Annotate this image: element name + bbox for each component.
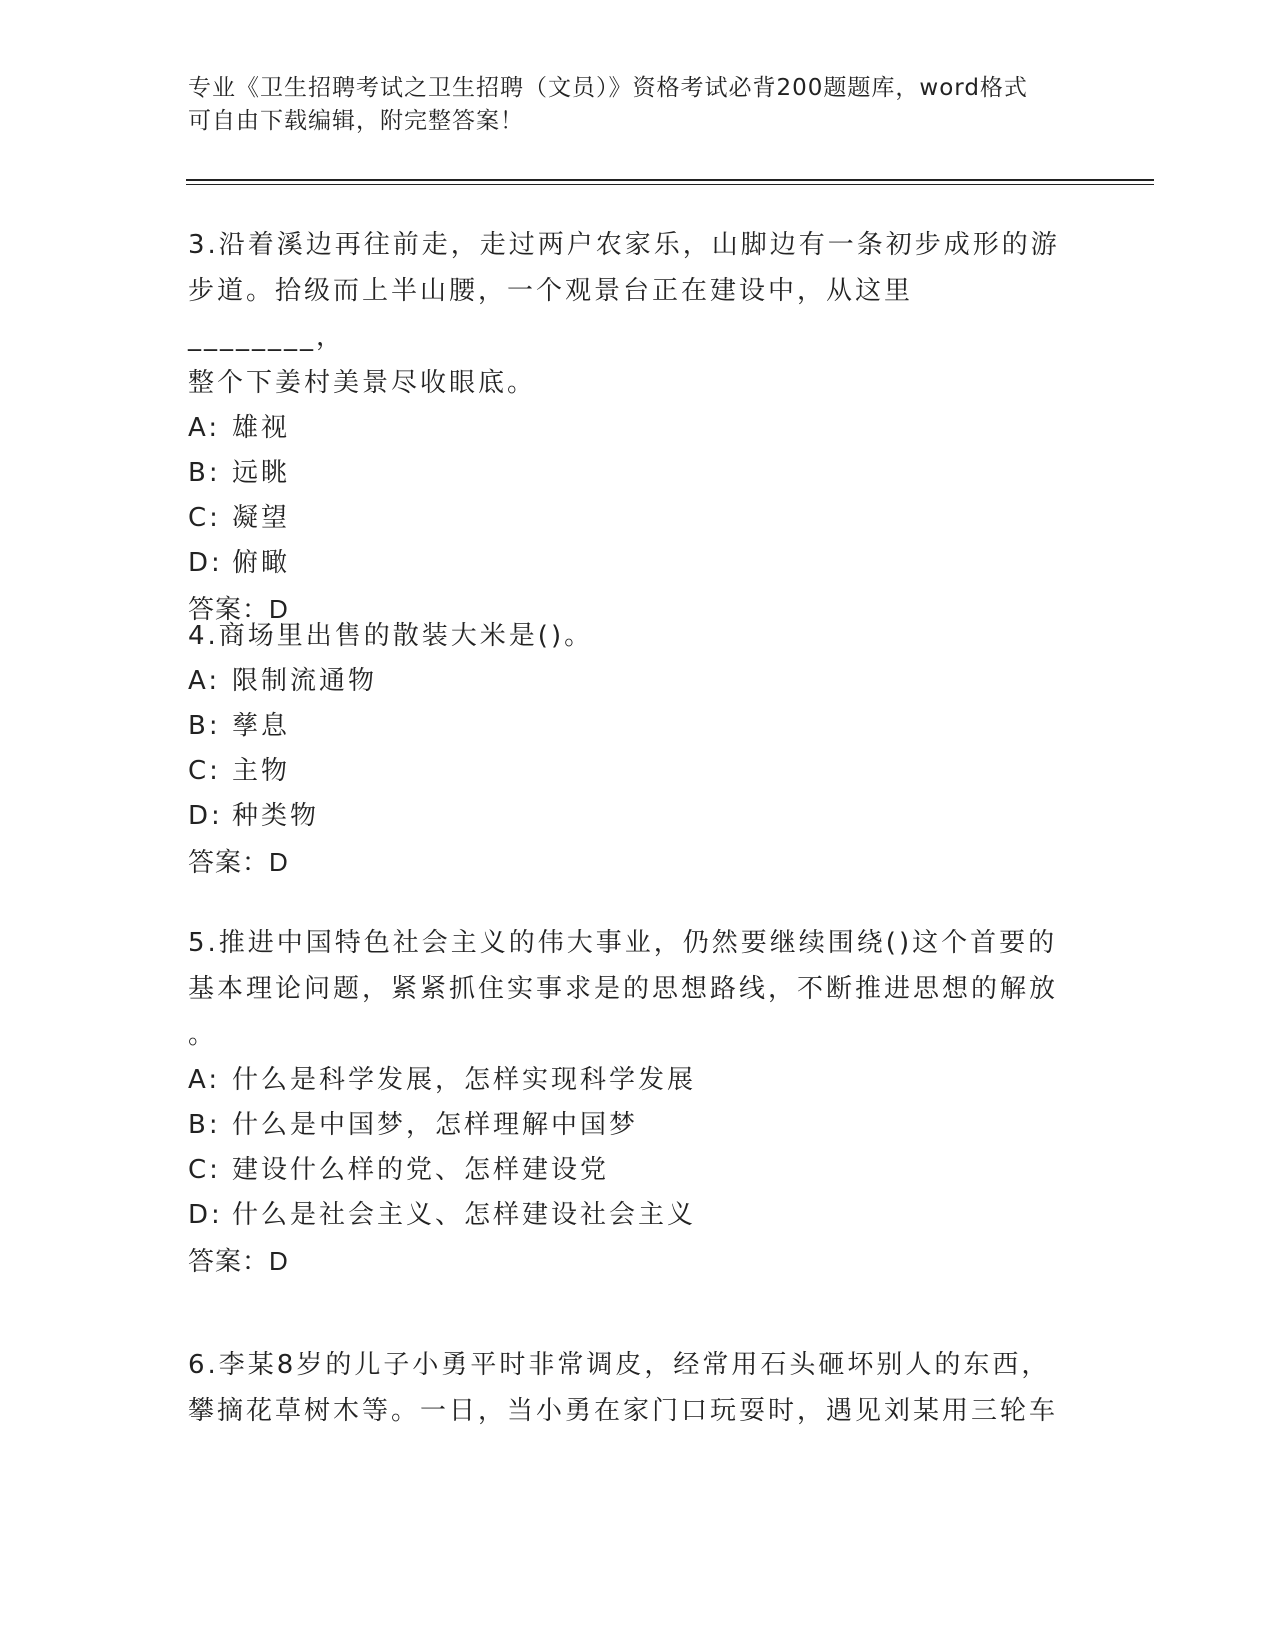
option-c <box>188 496 1068 541</box>
option-a <box>188 1058 1068 1103</box>
option-key: B: <box>188 458 221 488</box>
question-stem-line: 4.商场里出售的散装大米是()。 <box>188 621 594 651</box>
option-key: A: <box>188 1065 221 1095</box>
option-text: 孳息 <box>232 711 291 741</box>
option-a <box>188 406 1068 451</box>
option-text: 什么是科学发展，怎样实现科学发展 <box>232 1065 697 1095</box>
option-text: 建设什么样的党、怎样建设党 <box>232 1155 610 1185</box>
header-line-2: 可自由下载编辑，附完整答案！ <box>188 108 524 134</box>
question-stem-line: 基本理论问题，紧紧抓住实事求是的思想路线，不断推进思想的解放 <box>188 974 1059 1004</box>
option-text: 凝望 <box>232 503 291 533</box>
question-5 <box>188 920 1068 1284</box>
question-stem-line: 。 <box>188 1020 218 1050</box>
option-key: D: <box>188 548 223 578</box>
question-stem-line: 3.沿着溪边再往前走，走过两户农家乐，山脚边有一条初步成形的游 <box>188 230 1060 260</box>
option-text: 限制流通物 <box>232 666 378 696</box>
question-stem-line: 攀摘花草树木等。一日，当小勇在家门口玩耍时，遇见刘某用三轮车 <box>188 1396 1059 1426</box>
option-c <box>188 749 1068 794</box>
option-a <box>188 659 1068 704</box>
option-d <box>188 541 1068 586</box>
option-key: C: <box>188 1155 221 1185</box>
option-b <box>188 704 1068 749</box>
question-stem-line: 整个下姜村美景尽收眼底。 <box>188 368 537 398</box>
option-text: 什么是社会主义、怎样建设社会主义 <box>232 1200 697 1230</box>
option-d <box>188 1193 1068 1238</box>
question-stem-line: 6.李某8岁的儿子小勇平时非常调皮，经常用石头砸坏别人的东西， <box>188 1350 1051 1380</box>
header-divider <box>186 179 1154 181</box>
answer: 答案：D <box>188 1246 289 1276</box>
option-text: 远眺 <box>232 458 291 488</box>
option-text: 雄视 <box>232 413 291 443</box>
option-text: 什么是中国梦，怎样理解中国梦 <box>232 1110 639 1140</box>
question-3 <box>188 222 1068 632</box>
option-key: B: <box>188 711 221 741</box>
option-b <box>188 451 1068 496</box>
question-stem-line: 步道。拾级而上半山腰，一个观景台正在建设中，从这里________， <box>188 276 914 352</box>
option-d <box>188 794 1068 839</box>
question-6 <box>188 1342 1068 1434</box>
option-key: A: <box>188 666 221 696</box>
header-line-1: 专业《卫生招聘考试之卫生招聘（文员）》资格考试必背200题题库，word格式 <box>188 75 1028 101</box>
option-text: 主物 <box>232 756 291 786</box>
option-text: 俯瞰 <box>232 548 291 578</box>
question-4 <box>188 613 1068 885</box>
option-key: A: <box>188 413 221 443</box>
answer: 答案：D <box>188 594 289 624</box>
option-key: C: <box>188 756 221 786</box>
question-stem-line: 5.推进中国特色社会主义的伟大事业，仍然要继续围绕()这个首要的 <box>188 928 1058 958</box>
option-key: C: <box>188 503 221 533</box>
option-key: B: <box>188 1110 221 1140</box>
answer: 答案：D <box>188 847 289 877</box>
option-key: D: <box>188 801 223 831</box>
document-header <box>188 72 1068 138</box>
option-c <box>188 1148 1068 1193</box>
option-text: 种类物 <box>232 801 320 831</box>
header-divider-thin <box>186 184 1154 185</box>
option-b <box>188 1103 1068 1148</box>
option-key: D: <box>188 1200 223 1230</box>
